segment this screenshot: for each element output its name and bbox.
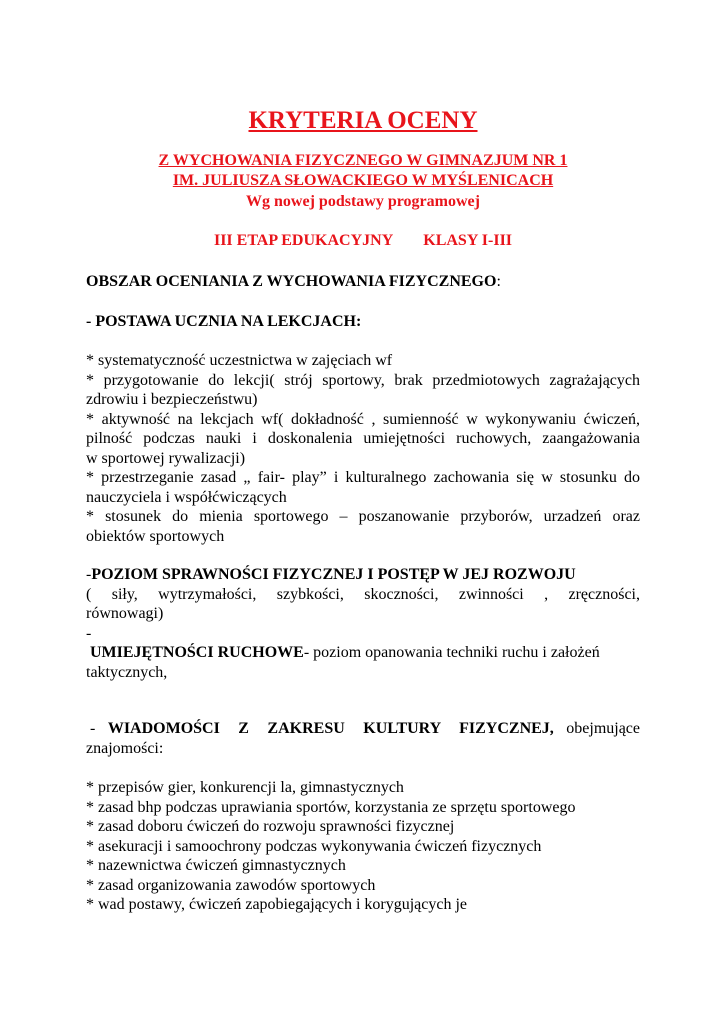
page-title: KRYTERIA OCENY	[248, 107, 478, 134]
subtitle-line-3: Wg nowej podstawy programowej	[246, 193, 480, 210]
list-item: * stosunek do mienia sportowego – poszanowanie przyborów, urzadzeń oraz	[86, 508, 640, 525]
wiadomosci-dash: -	[90, 720, 108, 737]
list-item: w sportowej rywalizacji)	[86, 449, 246, 467]
subtitle-line-1: Z WYCHOWANIA FIZYCZNEGO W GIMNAZJUM NR 1	[158, 152, 568, 169]
wiadomosci-section	[86, 719, 640, 758]
wiadomosci-rest: obejmujące	[553, 720, 641, 737]
umiejetnosci-line-2: taktycznych,	[86, 663, 168, 681]
list-item: * zasad organizowania zawodów sportowych	[86, 876, 376, 894]
wiadomosci-line-2: znajomości:	[86, 739, 164, 757]
list-item: * asekuracji i samoochrony podczas wykonywania ćwiczeń fizycznych	[86, 837, 542, 855]
section-heading-text: OBSZAR OCENIANIA Z WYCHOWANIA FIZYCZNEGO	[86, 273, 497, 290]
list-item: zdrowiu i bezpieczeństwu)	[86, 391, 258, 408]
poziom-heading: POZIOM SPRAWNOŚCI FIZYCZNEJ I POSTĘP W JEJ ROZWOJU	[91, 566, 576, 583]
list-item: * systematyczność uczestnictwa w zajęciach wf	[86, 352, 393, 369]
postawa-heading: - POSTAWA UCZNIA NA LEKCJACH:	[86, 313, 362, 330]
list-item: * przepisów gier, konkurencji la, gimnastycznych	[86, 779, 404, 796]
umiejetnosci-rest: - poziom opanowania techniki ruchu i założeń	[303, 644, 600, 661]
list-item: * przygotowanie do lekcji( strój sportowy, brak przedmiotowych zagrażających	[86, 371, 640, 389]
section-heading	[86, 272, 640, 292]
list-item: pilność podczas nauki i doskonalenia umiejętności ruchowych, zaangażowania	[86, 430, 640, 447]
list-item: * aktywność na lekcjach wf( dokładność , sumienność w wykonywaniu ćwiczeń,	[86, 410, 640, 428]
umiejetnosci-dash: -	[86, 624, 92, 642]
list-item: * nazewnictwa ćwiczeń gimnastycznych	[86, 857, 346, 874]
stage-line	[86, 231, 640, 251]
classes-label: KLASY I-III	[423, 232, 513, 249]
list-item: * przestrzeganie zasad „ fair- play” i kulturalnego zachowania się w stosunku do	[86, 469, 640, 486]
umiejetnosci-heading: UMIEJĘTNOŚCI RUCHOWE	[90, 644, 304, 661]
wiadomosci-heading: WIADOMOŚCI Z ZAKRESU KULTURY FIZYCZNEJ,	[107, 720, 554, 737]
subtitle-line-2: IM. JULIUSZA SŁOWACKIEGO W MYŚLENICACH	[172, 172, 554, 189]
section-heading-colon: :	[496, 273, 501, 290]
list-item: * wad postawy, ćwiczeń zapobiegających i korygujących je	[86, 896, 468, 913]
postawa-list	[86, 351, 640, 546]
poziom-line-1: ( siły, wytrzymałości, szybkości, skoczności, zwinności , zręczności,	[86, 585, 640, 603]
stage-label: III ETAP EDUKACYJNY	[213, 232, 394, 249]
list-item: * zasad bhp podczas uprawiania sportów, korzystania ze sprzętu sportowego	[86, 798, 576, 816]
list-item: * zasad doboru ćwiczeń do rozwoju sprawności fizycznej	[86, 818, 455, 835]
list-item: obiektów sportowych	[86, 527, 225, 545]
poziom-line-2: równowagi)	[86, 605, 164, 622]
poziom-dash: -	[86, 566, 92, 583]
poziom-section	[86, 565, 640, 682]
list-item: nauczyciela i współćwiczących	[86, 488, 287, 506]
wiadomosci-list	[86, 778, 640, 915]
